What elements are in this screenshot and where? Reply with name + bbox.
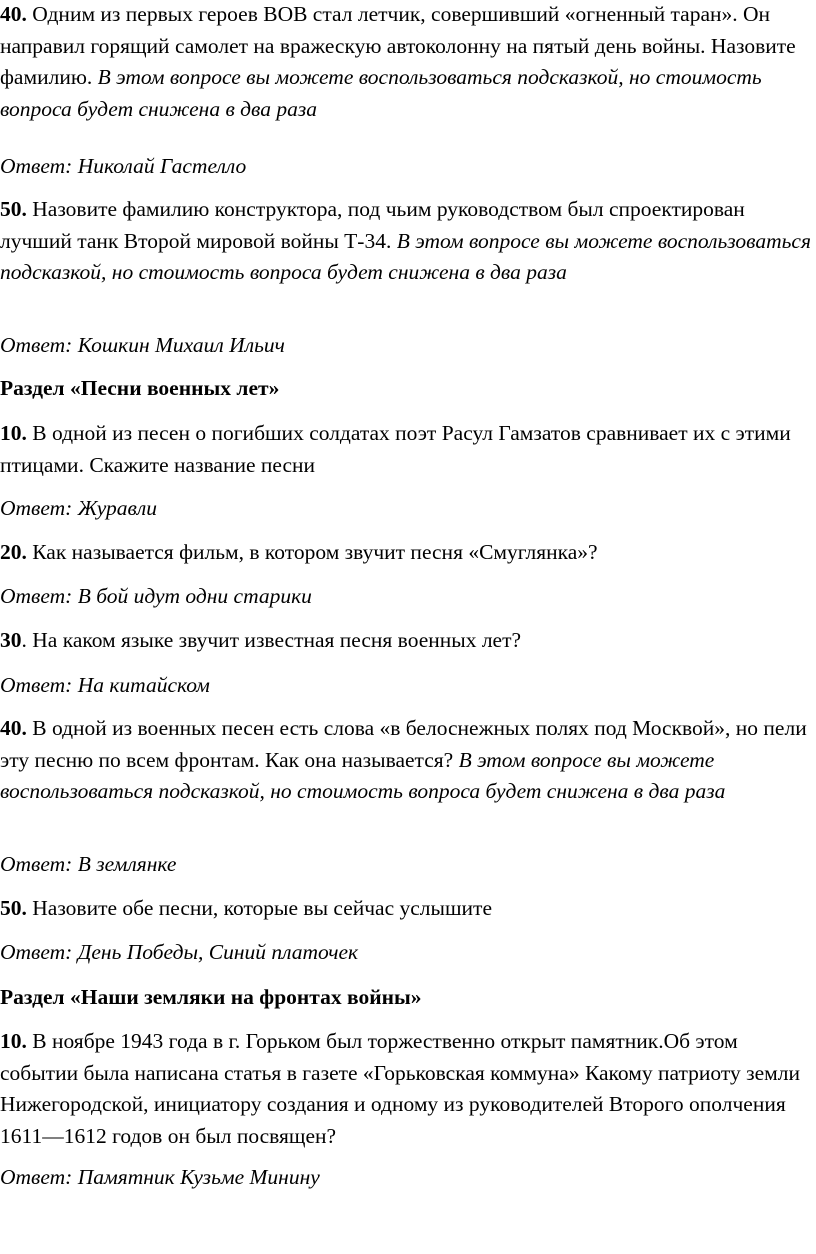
songs-question-30 [0, 625, 814, 657]
question-number: 50. [0, 197, 27, 221]
songs-question-50 [0, 893, 814, 925]
question-text: В одной из военных песен есть слова «в белоснежных полях под Москвой», но пели эту песню по всем фронтам. Как она называется? [0, 716, 807, 772]
fronts-answer-10: Ответ: Памятник Кузьме Минину [0, 1165, 320, 1189]
songs-answer-10: Ответ: Журавли [0, 496, 157, 520]
question-text: . На каком языке звучит известная песня военных лет? [21, 628, 522, 652]
question-50 [0, 194, 814, 289]
question-text: Одним из первых героев ВОВ стал летчик, совершивший «огненный таран». Он направил горящий самолет на вражескую автоколонну на пятый день войны. Назовите фамилию. [0, 2, 796, 89]
question-number: 30 [0, 628, 22, 652]
question-hint: В этом вопросе вы можете воспользоваться подсказкой, но стоимость вопроса будет снижена в два раза [0, 228, 811, 284]
question-hint: В этом вопросе вы можете воспользоваться подсказкой, но стоимость вопроса будет снижена в два раза [0, 747, 726, 803]
section-title-fronts: Раздел «Наши земляки на фронтах войны» [0, 985, 422, 1009]
question-number: 20. [0, 540, 27, 564]
fronts-question-10 [0, 1026, 814, 1152]
answer-40: Ответ: Николай Гастелло [0, 154, 247, 178]
songs-question-20 [0, 537, 814, 569]
question-number: 40. [0, 2, 27, 26]
question-hint: В этом вопросе вы можете воспользоваться подсказкой, но стоимость вопроса будет снижена в два раза [0, 65, 762, 121]
question-number: 40. [0, 716, 27, 740]
songs-question-40 [0, 713, 814, 808]
songs-answer-50: Ответ: День Победы, Синий платочек [0, 940, 359, 964]
songs-answer-20: Ответ: В бой идут одни старики [0, 584, 312, 608]
question-text: Назовите фамилию конструктора, под чьим руководством был спроектирован лучший танк Второй мировой войны Т-34. [0, 197, 745, 253]
section-title-songs: Раздел «Песни военных лет» [0, 376, 280, 400]
question-number: 50. [0, 896, 27, 920]
question-number: 10. [0, 421, 27, 445]
question-number: 10. [0, 1029, 27, 1053]
question-text: В ноябре 1943 года в г. Горьком был торжественно открыт памятник.Об этом событии была написана статья в газете «Горьковская коммуна» Какому патриоту земли Нижегородской, инициатору создания и одному из руководителей Второго ополчения 1611—1612 годов он был посвящен? [0, 1029, 800, 1148]
answer-50: Ответ: Кошкин Михаил Ильич [0, 333, 285, 357]
songs-answer-30: Ответ: На китайском [0, 673, 210, 697]
question-text: Назовите обе песни, которые вы сейчас услышите [26, 896, 492, 920]
songs-answer-40: Ответ: В землянке [0, 852, 177, 876]
songs-question-10 [0, 418, 814, 481]
question-text: В одной из песен о погибших солдатах поэт Расул Гамзатов сравнивает их с этими птицами. Скажите название песни [0, 421, 791, 477]
question-text: Как называется фильм, в котором звучит песня «Смуглянка»? [26, 540, 598, 564]
question-40 [0, 0, 814, 125]
